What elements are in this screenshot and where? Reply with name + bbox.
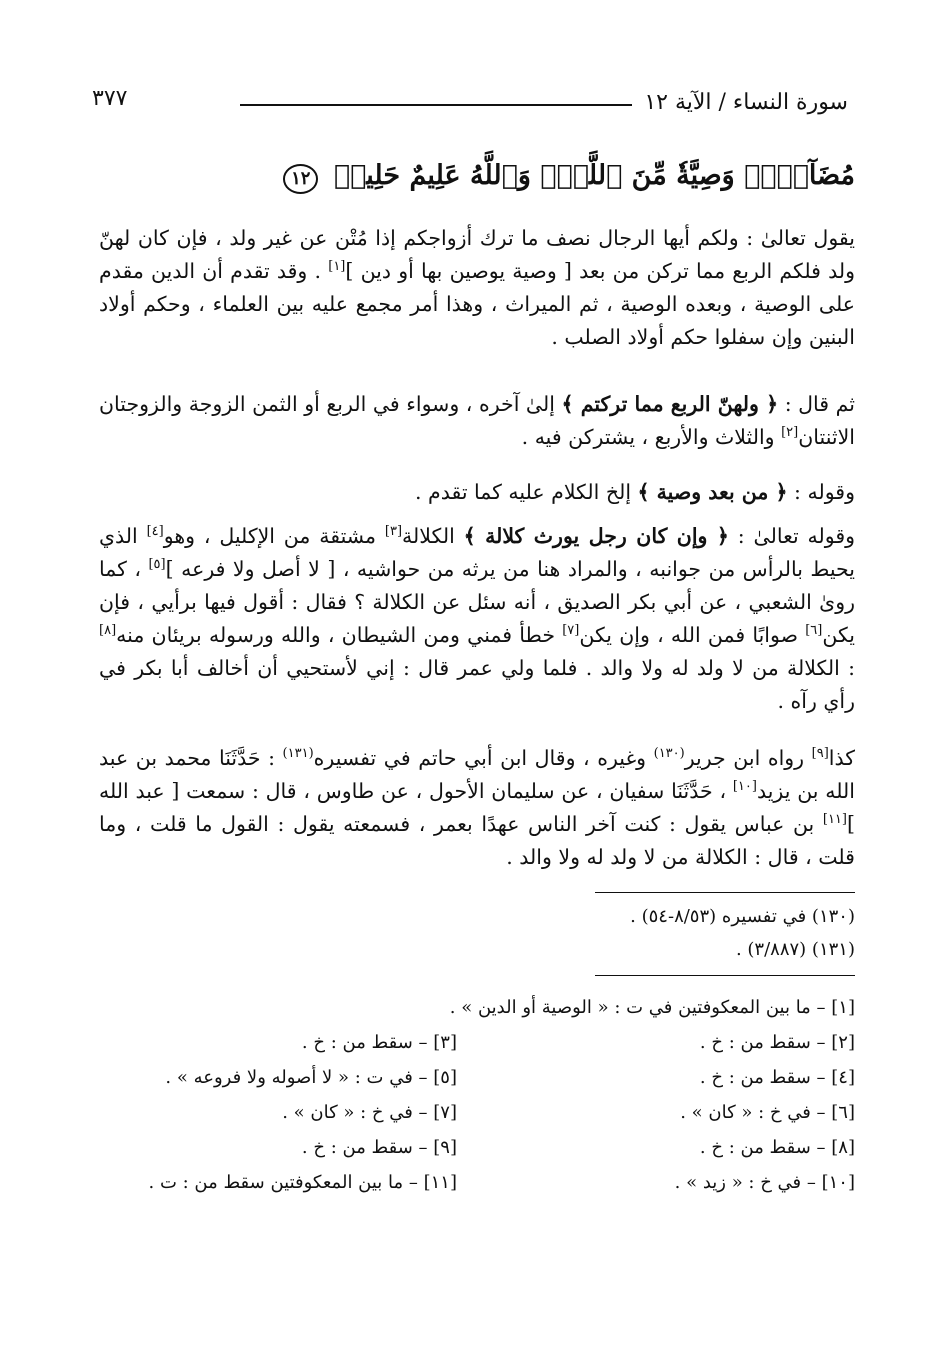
apparatus-note: [١١] – ما بين المعكوفتين سقط من : ت . xyxy=(148,1172,457,1193)
source-note: (١٣٠) في تفسيره (٨/٥٣-٥٤) . xyxy=(630,906,855,927)
paragraph-text: . وقد تقدم أن الدين مقدم على الوصية ، وبعده الوصية ، ثم الميراث ، وهذا أمر مجمع عليه بين العلماء ، وحكم أولاد البنين وإن سفلوا حكم أولاد الصلب . xyxy=(99,259,855,349)
verse-text: مُضَآرٍّۚ وَصِيَّةٗ مِّنَ ٱللَّهِۗ وَٱللَّهُ عَلِيمٌ حَلِيمٞ xyxy=(333,160,855,191)
apparatus-note: [٩] – سقط من : خ . xyxy=(301,1137,457,1158)
apparatus-note: [١٠] – في خ : « زيد » . xyxy=(674,1172,855,1193)
paragraph-text: إلىٰ آخره ، وسواء في الربع أو الثمن الزوجة والزوجتان الاثنتان xyxy=(99,392,855,449)
paragraph-text: صوابًا فمن الله ، وإن يكن xyxy=(579,623,806,647)
footnote-ref[interactable]: [٨] xyxy=(99,623,117,639)
apparatus-note: [٧] – في خ : « كان » . xyxy=(282,1102,457,1123)
quoted-verse: ﴿ من بعد وصية ﴾ xyxy=(637,480,788,504)
footnote-ref[interactable]: [٢] xyxy=(781,425,799,441)
apparatus-note: [٣] – سقط من : خ . xyxy=(301,1032,457,1053)
paragraph-text: ، حَدَّثَنَا سفيان ، عن سليمان الأحول ، عن طاوس ، قال : سمعت [ عبد الله ] xyxy=(99,779,855,836)
quran-verse xyxy=(283,160,855,194)
footnote-ref[interactable]: [١١] xyxy=(822,812,847,828)
page-number: ٣٧٧ xyxy=(92,86,128,111)
page-header xyxy=(92,82,848,122)
paragraph-2 xyxy=(99,388,855,454)
apparatus-note: [١] – ما بين المعكوفتين في ت : « الوصية أو الدين » . xyxy=(449,997,855,1018)
verse-number-marker: ١٢ xyxy=(283,164,318,194)
apparatus-separator xyxy=(595,975,855,976)
paragraph-text: كذا xyxy=(828,746,855,770)
source-note: (١٣١) (٣/٨٨٧) . xyxy=(735,939,855,960)
apparatus-note: [٥] – في ت : « لا أصوله ولا فروعه » . xyxy=(165,1067,457,1088)
apparatus-note: [٨] – سقط من : خ . xyxy=(699,1137,855,1158)
footnote-ref[interactable]: [١] xyxy=(328,259,346,275)
apparatus-note: [٦] – في خ : « كان » . xyxy=(680,1102,855,1123)
paragraph-text: ثم قال : xyxy=(778,392,855,416)
apparatus-grid xyxy=(99,1025,855,1200)
paragraph-text: وغيره ، وقال ابن أبي حاتم في تفسيره xyxy=(313,746,654,770)
paragraph-5 xyxy=(99,742,855,874)
paragraph-text: رواه ابن جرير xyxy=(684,746,812,770)
paragraph-text: وقوله تعالىٰ : xyxy=(728,524,856,548)
paragraph-1 xyxy=(99,222,855,354)
footnote-ref[interactable]: [١٠] xyxy=(732,779,757,795)
paragraph-text: : حَدَّثَنَا محمد بن عبد الله بن يزيد xyxy=(99,746,855,803)
apparatus-note: [٢] – سقط من : خ . xyxy=(699,1032,855,1053)
source-ref[interactable]: (١٣١) xyxy=(282,746,314,762)
paragraph-4 xyxy=(99,520,855,718)
running-title: سورة النساء / الآية ١٢ xyxy=(644,90,848,115)
source-ref[interactable]: (١٣٠) xyxy=(653,746,685,762)
critical-apparatus xyxy=(99,990,855,1200)
paragraph-text: والثلاث والأربع ، يشتركن فيه . xyxy=(521,425,782,449)
source-footnotes xyxy=(99,900,855,966)
paragraph-text: إلخ الكلام عليه كما تقدم . xyxy=(414,480,638,504)
paragraph-text: مشتقة من الإكليل ، وهو xyxy=(163,524,385,548)
quoted-verse: ﴿ ولهنّ الربع مما تركتم ﴾ xyxy=(561,392,779,416)
paragraph-3 xyxy=(99,476,855,509)
footnote-separator xyxy=(595,892,855,893)
paragraph-text: الكلالة xyxy=(402,524,464,548)
quoted-verse: ﴿ وإن كان رجل يورث كلالة ﴾ xyxy=(463,524,729,548)
paragraph-text: وقوله : xyxy=(787,480,855,504)
header-rule xyxy=(240,104,632,106)
paragraph-text: يقول تعالىٰ : ولكم أيها الرجال نصف ما ترك أزواجكم إذا مُتْن عن غير ولد ، فإن كان لهنّ ولد فلكم الربع مما تركن من بعد [ وصية يوصين بها أو دين ] xyxy=(99,226,856,283)
footnote-ref[interactable]: [٧] xyxy=(562,623,580,639)
paragraph-text: خطأ فمني ومن الشيطان ، والله ورسوله بريئان منه xyxy=(116,623,563,647)
footnote-ref[interactable]: [٥] xyxy=(148,557,166,573)
paragraph-text: : الكلالة من لا ولد له ولا والد . فلما ولي عمر قال : إني لأستحيي أن أخالف أبا بكر في رأي رآه . xyxy=(99,656,855,713)
footnote-ref[interactable]: [٦] xyxy=(805,623,823,639)
paragraph-text: بن عباس يقول : كنت آخر الناس عهدًا بعمر ، فسمعته يقول : القول ما قلت ، وما قلت ، قال : الكلالة من لا ولد له ولا والد . xyxy=(99,812,855,869)
apparatus-note: [٤] – سقط من : خ . xyxy=(699,1067,855,1088)
footnote-ref[interactable]: [٣] xyxy=(384,524,403,540)
paragraph-text: ، كما روىٰ الشعبي ، عن أبي بكر الصديق ، أنه سئل عن الكلالة ؟ فقال : أقول فيها برأيي ، فإن يكن xyxy=(99,557,855,647)
footnote-ref[interactable]: [٤] xyxy=(146,524,164,540)
footnote-ref[interactable]: [٩] xyxy=(811,746,829,762)
paragraph-text: الذي يحيط بالرأس من جوانبه ، والمراد هنا من يرثه من حواشيه ، [ لا أصل ولا فرعه ] xyxy=(99,524,855,581)
